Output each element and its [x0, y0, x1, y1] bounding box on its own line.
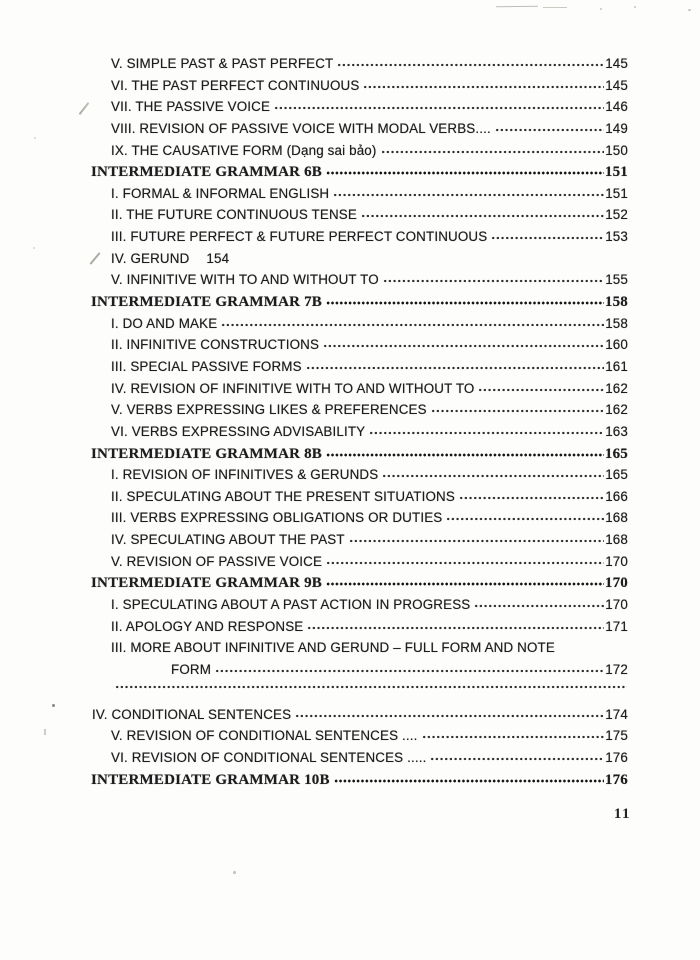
- toc-page-number: 165: [605, 467, 628, 483]
- toc-row: [90, 640, 628, 662]
- toc-entry-label: IV. SPECULATING ABOUT THE PAST: [111, 532, 345, 548]
- scan-speck: [33, 247, 35, 249]
- toc-entry-label: V. REVISION OF CONDITIONAL SENTENCES ....: [111, 728, 418, 744]
- toc-row: [90, 272, 628, 294]
- toc-entry-label: III. MORE ABOUT INFINITIVE AND GERUND – FULL FORM AND NOTE: [111, 640, 555, 656]
- toc-row: [90, 186, 628, 208]
- toc-page-number: 176: [605, 749, 628, 765]
- toc-page-number: 155: [605, 272, 628, 288]
- toc-entry-label: VI. VERBS EXPRESSING ADVISABILITY: [111, 423, 366, 439]
- toc-page-number: 145: [605, 77, 628, 93]
- toc-row: [90, 359, 628, 381]
- dot-leader: [495, 127, 604, 133]
- dot-leader: [383, 278, 604, 284]
- dot-leader: [459, 495, 604, 501]
- toc-row: [90, 143, 628, 165]
- dot-leader: [491, 235, 604, 241]
- toc-page-number: 162: [605, 402, 628, 418]
- dot-leader: [295, 713, 604, 719]
- toc-entry-label: V. SIMPLE PAST & PAST PERFECT: [111, 56, 334, 71]
- toc-page-number: 146: [605, 99, 628, 115]
- dot-leader: [334, 778, 604, 784]
- toc-entry-label: II. APOLOGY AND RESPONSE: [111, 618, 304, 634]
- toc-page-number: 158: [604, 294, 628, 311]
- toc-page-number: 152: [605, 207, 628, 223]
- toc-row: [90, 121, 628, 143]
- dot-leader: [446, 516, 604, 522]
- toc-page-number: 158: [605, 315, 628, 331]
- toc-page-number: 151: [604, 164, 628, 181]
- toc-entry-label: I. DO AND MAKE: [111, 315, 218, 331]
- toc-row: [90, 337, 628, 359]
- toc-page-number: 154: [206, 250, 230, 266]
- dot-leader: [115, 684, 627, 690]
- dot-leader: [274, 105, 604, 111]
- page-number: 11: [613, 806, 631, 822]
- dot-leader: [306, 365, 605, 371]
- toc-row: [90, 662, 628, 684]
- toc-entry-label: I. SPECULATING ABOUT A PAST ACTION IN PROGRESS: [111, 597, 471, 613]
- toc-row: [90, 229, 628, 251]
- dot-leader: [478, 387, 604, 393]
- dot-leader: [326, 170, 604, 176]
- dot-leader: [422, 734, 605, 740]
- toc-page-number: 168: [605, 532, 628, 548]
- toc-entry-label: III. VERBS EXPRESSING OBLIGATIONS OR DUTIES: [111, 510, 443, 526]
- toc-row: [90, 467, 628, 489]
- dot-leader: [363, 84, 604, 90]
- dot-leader: [349, 538, 605, 544]
- dot-leader: [431, 408, 605, 414]
- toc-row: [90, 554, 628, 576]
- dot-leader: [381, 149, 605, 155]
- toc-row: [90, 446, 628, 468]
- toc-entry-label: VII. THE PASSIVE VOICE: [111, 99, 271, 115]
- toc-row: [90, 424, 628, 446]
- pencil-dot: [52, 704, 55, 707]
- toc-entry-label: IV. CONDITIONAL SENTENCES: [92, 706, 292, 722]
- toc-row: [90, 575, 628, 597]
- toc-entry-label: IV. GERUND: [111, 250, 190, 266]
- toc-row: [90, 251, 628, 273]
- toc-entry-label: IX. THE CAUSATIVE FORM (Dạng sai bảo): [111, 142, 377, 158]
- toc-row: [90, 684, 628, 707]
- toc-page-number: 170: [604, 575, 628, 592]
- toc-entry-label: INTERMEDIATE GRAMMAR 8B: [91, 445, 322, 462]
- toc-entry-label: VI. REVISION OF CONDITIONAL SENTENCES .....: [111, 749, 427, 765]
- dot-leader: [382, 473, 604, 479]
- toc-page-number: 145: [605, 56, 628, 71]
- dot-leader: [215, 668, 604, 674]
- toc-row: [90, 99, 628, 121]
- toc-page-number: 170: [605, 553, 628, 569]
- toc-row: [90, 316, 628, 338]
- toc-entry-label: II. SPECULATING ABOUT THE PRESENT SITUATIONS: [111, 488, 455, 504]
- toc-entry-label: INTERMEDIATE GRAMMAR 6B: [91, 164, 322, 181]
- toc-page-number: 153: [605, 229, 628, 245]
- toc-row: [90, 619, 628, 641]
- dot-leader: [369, 430, 604, 436]
- toc-entry-label: INTERMEDIATE GRAMMAR 10B: [91, 771, 330, 788]
- toc-page-number: 163: [605, 423, 628, 439]
- dot-leader: [326, 452, 604, 458]
- dot-leader: [221, 322, 604, 328]
- dot-leader: [326, 560, 604, 566]
- toc-page-number: 175: [605, 728, 628, 744]
- scan-speck: [634, 6, 636, 8]
- scan-speck: [600, 8, 602, 10]
- toc-page-number: 162: [605, 380, 628, 396]
- dot-leader: [474, 603, 604, 609]
- toc-page-number: 170: [605, 597, 628, 613]
- toc-row: [90, 707, 628, 729]
- toc-entry-label: IV. REVISION OF INFINITIVE WITH TO AND WITHOUT TO: [111, 380, 475, 396]
- scan-smudge: [543, 7, 567, 8]
- dot-leader: [361, 213, 604, 219]
- toc-page-number: 165: [604, 445, 628, 462]
- toc-entry-label: V. INFINITIVE WITH TO AND WITHOUT TO: [111, 272, 379, 288]
- toc-row: [90, 294, 628, 316]
- toc-entry-label: VIII. REVISION OF PASSIVE VOICE WITH MODAL VERBS....: [111, 120, 491, 136]
- toc-entry-label: III. SPECIAL PASSIVE FORMS: [111, 358, 302, 374]
- toc-page-number: 161: [605, 358, 628, 374]
- table-of-contents: [90, 56, 628, 793]
- toc-row: [90, 489, 628, 511]
- toc-page-number: 168: [605, 510, 628, 526]
- toc-row: [90, 750, 628, 772]
- pencil-tick: [44, 729, 46, 735]
- toc-entry-label: V. REVISION OF PASSIVE VOICE: [111, 553, 323, 569]
- dot-leader: [326, 581, 604, 587]
- toc-page-number: 151: [605, 185, 628, 201]
- scan-speck: [233, 871, 236, 874]
- toc-row: [90, 402, 628, 424]
- toc-page-number: 174: [605, 706, 628, 722]
- toc-row: [90, 164, 628, 186]
- toc-row: [90, 207, 628, 229]
- toc-row: [90, 78, 628, 100]
- dot-leader: [323, 343, 604, 349]
- toc-entry-label: I. FORMAL & INFORMAL ENGLISH: [111, 185, 330, 201]
- toc-page-number: 166: [605, 488, 628, 504]
- toc-entry-label: INTERMEDIATE GRAMMAR 9B: [91, 575, 322, 592]
- toc-row: [90, 381, 628, 403]
- scan-speck: [688, 9, 691, 11]
- dot-leader: [337, 62, 604, 68]
- toc-entry-label: III. FUTURE PERFECT & FUTURE PERFECT CONTINUOUS: [111, 229, 488, 245]
- scan-speck: [34, 137, 36, 139]
- toc-entry-label: FORM: [171, 661, 212, 677]
- toc-row: [90, 772, 628, 794]
- toc-entry-label: V. VERBS EXPRESSING LIKES & PREFERENCES: [111, 402, 427, 418]
- scan-smudge: [496, 6, 538, 7]
- dot-leader: [430, 756, 604, 762]
- dot-leader: [333, 192, 604, 198]
- toc-entry-label: II. INFINITIVE CONSTRUCTIONS: [111, 337, 320, 353]
- toc-row: [90, 510, 628, 532]
- dot-leader: [307, 625, 604, 631]
- toc-entry-label: INTERMEDIATE GRAMMAR 7B: [91, 294, 322, 311]
- toc-page-number: 176: [604, 771, 628, 788]
- toc-entry-label: I. REVISION OF INFINITIVES & GERUNDS: [111, 467, 379, 483]
- pencil-mark: [79, 102, 90, 115]
- toc-page-number: 150: [605, 142, 628, 158]
- toc-page-number: 172: [605, 661, 628, 677]
- dot-leader: [326, 300, 604, 306]
- toc-row: [90, 56, 628, 78]
- toc-entry-label: VI. THE PAST PERFECT CONTINUOUS: [111, 77, 360, 93]
- toc-row: [90, 597, 628, 619]
- toc-page-number: 160: [605, 337, 628, 353]
- toc-entry-label: II. THE FUTURE CONTINUOUS TENSE: [111, 207, 357, 223]
- toc-page-number: 149: [605, 120, 628, 136]
- toc-row: [90, 532, 628, 554]
- toc-page-number: 171: [605, 618, 628, 634]
- toc-row: [90, 728, 628, 750]
